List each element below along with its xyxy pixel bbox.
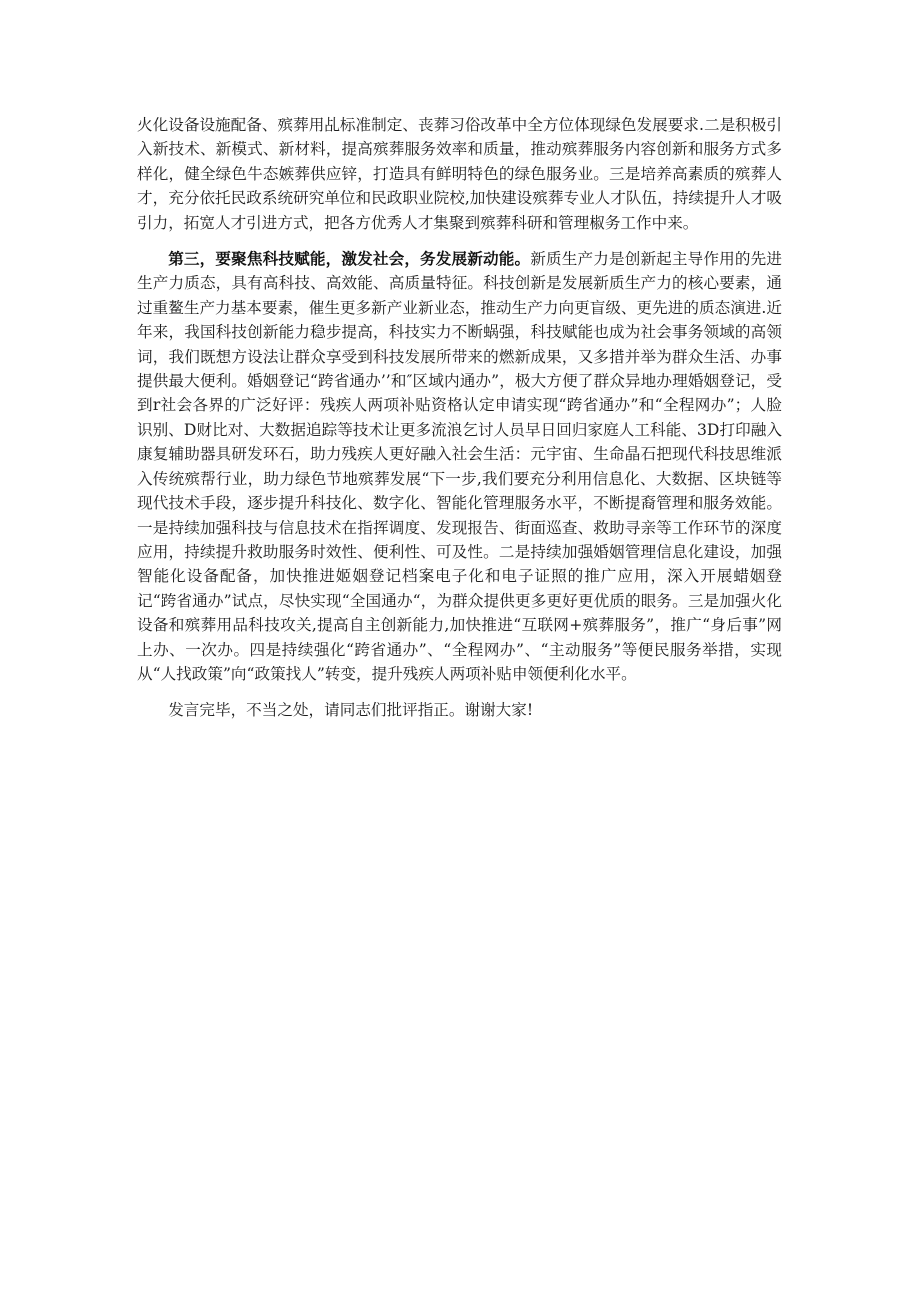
paragraph-tech-empowerment	[137, 247, 782, 686]
paragraph-text: 新质生产力是创新起主导作用的先进生产力质态，具有高科技、高效能、高质量特征。科技创新是发展新质生产力的核心要素，通过重鳌生产力基本要素，催生更多新产业新业态，推动生产力向更盲级、更先进的质态演进.近年来，我国科技创新能力稳步提高，科技实力不断蜗强，科技赋能也成为社会事务领域的高领词，我们既想方设法让群众享受到科技发展所带来的燃新成果，又多措并举为群众生活、办事提供最大便利。婚姻登记“跨省通办’’和″区域内通办”，极大方便了群众异地办理婚姻登记，受到r社会各界的广泛好评：残疾人两项补贴资格认定申请实现“跨省通办”和“全程网办”；人脸识别、D财比对、大数据追踪等技术让更多流浪乞讨人员早日回归家庭人工科能、3D打印融入康复辅助器具研发环石，助力残疾人更好融入社会生活：元宇宙、生命晶石把现代科技思维派入传统殡帮行业，助力绿色节地殡葬发展“下一步,我们要充分利用信息化、大数据、区块链等现代技术手段，逐步提升科技化、数字化、智能化管理服务水平，不断提裔管理和服务效能。一是持续加强科技与信息技术在指挥调度、发现报告、街面巡查、救助寻亲等工作环节的深度应用，持续提升救助服务时效性、便利性、可及性。二是持续加强婚姻管理信息化建设，加强智能化设备配备，加快推进姬姻登记档案电子化和电子证照的推广应用，深入开展蜡姻登记“跨省通办”试点，尽快实现“全国通办“，为群众提供更多更好更优质的眼务。三是加强火化设备和殡葬用品科技攻关,提高自主创新能力,加快推进“互联网+殡葬服务”，推广“身后事”网上办、一次办。四是持续强化“跨省通办”、“全程网办”、“主动服务”等便民服务举措，实现从“人找政策”向“政策找人”转变，提升残疾人两项补贴申领便利化水平。	[137, 250, 782, 683]
paragraph-text: 发言完毕，不当之处，请同志们批评指正。谢谢大家!	[168, 701, 534, 720]
paragraph-green-development	[137, 113, 782, 235]
paragraph-closing-remarks	[137, 698, 782, 722]
paragraph-text: 火化设备设施配备、殡葬用乩标准制定、丧葬习俗改革中全方位体现绿色发展要求.二是积极引入新技术、新模式、新材料，提高殡葬服务效率和质量，推动殡葬服务内容创新和服务方式多样化，健全绿色牛态嫉葬供应锌，打造具有鲜明特色的绿色服务业。三是培养高素质的殡葬人才，充分依托民政系统研究单位和民政职业院校,加快建设殡葬专业人才队伍，持续提升人才吸引力，拓宽人才引进方式，把各方优秀人才集聚到殡葬科研和管理椒务工作中来。	[137, 116, 782, 232]
section-heading-third: 第三，要聚焦科技赋能，激发社会，务发展新动能。	[168, 250, 531, 269]
document-page	[137, 113, 782, 735]
